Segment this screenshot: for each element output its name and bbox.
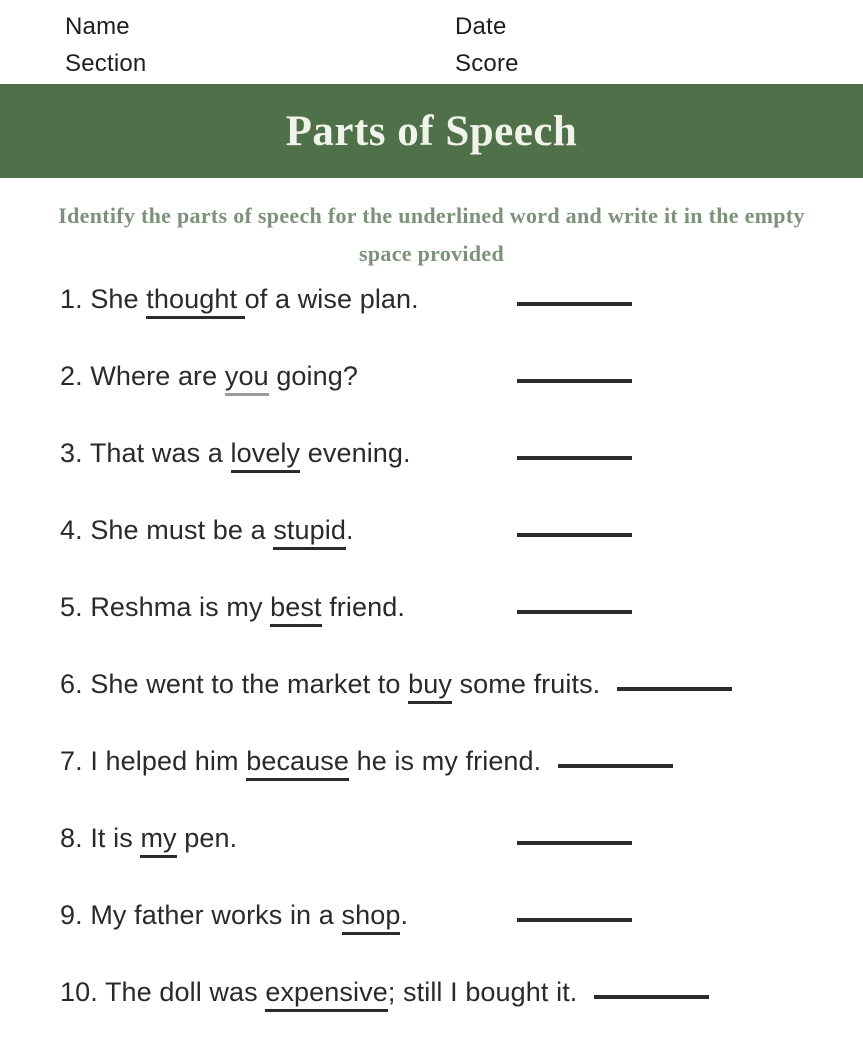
question-row xyxy=(60,823,840,854)
sentence-after-word: ; still I bought it. xyxy=(387,977,578,1007)
question-row xyxy=(60,515,840,546)
underlined-word: shop xyxy=(342,900,401,935)
question-sentence xyxy=(60,438,500,469)
underlined-word: because xyxy=(246,746,349,781)
underlined-word: stupid xyxy=(273,515,346,550)
sentence-before-word: 2. Where are xyxy=(60,361,225,391)
sentence-after-word: he is my friend. xyxy=(349,746,542,776)
answer-blank-line xyxy=(517,302,632,306)
instructions-text: Identify the parts of speech for the underlined word and write it in the empty space provided xyxy=(58,203,805,266)
answer-blank-line xyxy=(594,995,709,999)
header-left-column xyxy=(65,8,146,82)
name-label: Name xyxy=(65,13,130,40)
sentence-after-word: of a wise plan. xyxy=(244,284,419,314)
underlined-word: my xyxy=(140,823,176,858)
question-sentence xyxy=(60,746,541,777)
sentence-after-word: some fruits. xyxy=(451,669,601,699)
underlined-word: you xyxy=(225,361,269,396)
underlined-word: best xyxy=(270,592,321,627)
question-sentence xyxy=(60,977,577,1008)
answer-blank-line xyxy=(617,687,732,691)
score-label: Score xyxy=(455,50,519,77)
sentence-after-word: pen. xyxy=(176,823,238,853)
section-label: Section xyxy=(65,50,147,77)
sentence-after-word: evening. xyxy=(300,438,411,468)
answer-blank-line xyxy=(558,764,673,768)
sentence-after-word: going? xyxy=(268,361,358,391)
sentence-before-word: 3. That was a xyxy=(60,438,231,468)
underlined-word: expensive xyxy=(265,977,387,1012)
title-banner xyxy=(0,84,863,178)
answer-blank-line xyxy=(517,379,632,383)
sentence-before-word: 9. My father works in a xyxy=(60,900,342,930)
question-row xyxy=(60,977,840,1008)
page-title: Parts of Speech xyxy=(285,107,578,155)
question-row xyxy=(60,900,840,931)
answer-blank-line xyxy=(517,918,632,922)
answer-blank-line xyxy=(517,841,632,845)
answer-blank-line xyxy=(517,533,632,537)
sentence-after-word: . xyxy=(345,515,354,545)
question-row xyxy=(60,746,840,777)
sentence-before-word: 1. She xyxy=(60,284,147,314)
question-sentence xyxy=(60,823,500,854)
question-row xyxy=(60,438,840,469)
sentence-before-word: 10. The doll was xyxy=(60,977,266,1007)
sentence-before-word: 6. She went to the market to xyxy=(60,669,409,699)
question-sentence xyxy=(60,592,500,623)
question-sentence xyxy=(60,284,500,315)
header-fields xyxy=(0,8,863,84)
sentence-before-word: 4. She must be a xyxy=(60,515,274,545)
question-row xyxy=(60,284,840,315)
question-row xyxy=(60,592,840,623)
answer-blank-line xyxy=(517,456,632,460)
question-sentence xyxy=(60,515,500,546)
answer-blank-line xyxy=(517,610,632,614)
underlined-word: buy xyxy=(408,669,452,704)
underlined-word: lovely xyxy=(231,438,301,473)
question-sentence xyxy=(60,669,600,700)
question-row xyxy=(60,361,840,392)
underlined-word: thought xyxy=(146,284,244,319)
sentence-before-word: 8. It is xyxy=(60,823,141,853)
header-right-column xyxy=(455,8,519,82)
question-row xyxy=(60,669,840,700)
date-label: Date xyxy=(455,13,507,40)
sentence-after-word: friend. xyxy=(321,592,405,622)
question-sentence xyxy=(60,361,500,392)
sentence-before-word: 5. Reshma is my xyxy=(60,592,271,622)
question-sentence xyxy=(60,900,500,931)
questions-list xyxy=(60,284,840,1054)
sentence-after-word: . xyxy=(400,900,409,930)
sentence-before-word: 7. I helped him xyxy=(60,746,247,776)
